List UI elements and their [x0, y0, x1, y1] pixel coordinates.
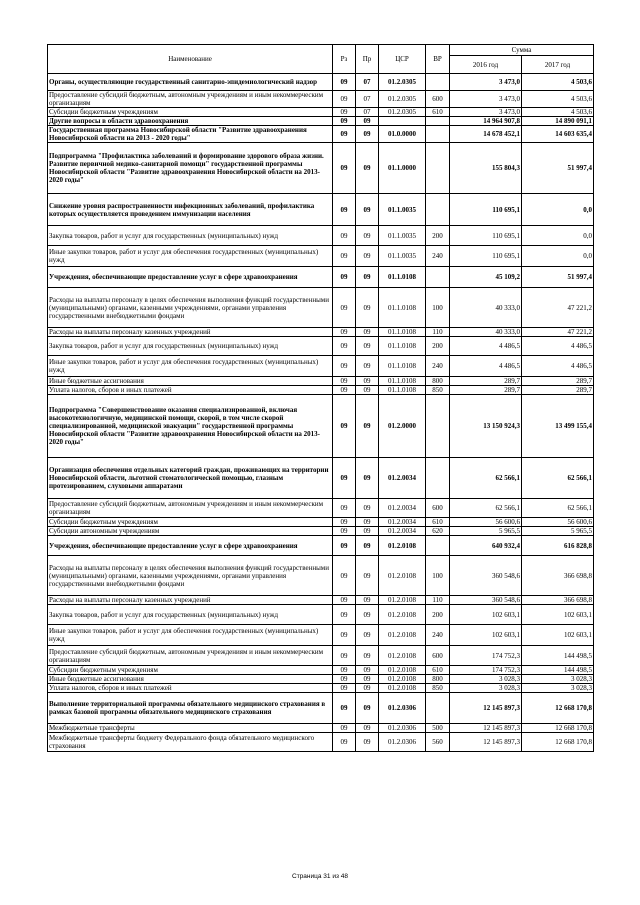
- row-2016: 62 566,1: [450, 458, 522, 499]
- row-2017: 56 600,6: [522, 518, 594, 527]
- row-2016: 102 603,1: [450, 605, 522, 625]
- row-2017: 12 668 170,8: [522, 693, 594, 724]
- row-2017: 13 499 155,4: [522, 395, 594, 458]
- row-rz: 09: [333, 386, 356, 395]
- row-pr: 09: [356, 666, 379, 675]
- header-sum: Сумма: [450, 45, 594, 56]
- row-csr: 01.1.0035: [379, 226, 426, 246]
- row-vr: [426, 395, 450, 458]
- row-rz: 09: [333, 337, 356, 356]
- row-csr: 01.1.0035: [379, 246, 426, 267]
- table-row: [48, 724, 594, 733]
- row-pr: 09: [356, 518, 379, 527]
- row-pr: 09: [356, 693, 379, 724]
- row-csr: 01.2.0108: [379, 556, 426, 596]
- row-vr: 100: [426, 556, 450, 596]
- row-vr: 240: [426, 356, 450, 377]
- row-csr: 01.2.0000: [379, 395, 426, 458]
- table-row: [48, 733, 594, 752]
- row-2016: 3 028,3: [450, 684, 522, 693]
- row-csr: 01.2.0305: [379, 91, 426, 108]
- row-pr: 09: [356, 527, 379, 536]
- row-pr: 09: [356, 267, 379, 288]
- row-rz: 09: [333, 117, 356, 126]
- row-vr: [426, 458, 450, 499]
- row-2017: 616 828,8: [522, 536, 594, 556]
- row-vr: 200: [426, 605, 450, 625]
- row-rz: 09: [333, 733, 356, 752]
- row-csr: 01.1.0108: [379, 377, 426, 386]
- row-2017: 289,7: [522, 386, 594, 395]
- row-rz: 09: [333, 596, 356, 605]
- table-row: [48, 337, 594, 356]
- row-2016: 360 548,6: [450, 556, 522, 596]
- table-row: [48, 518, 594, 527]
- table-row: [48, 356, 594, 377]
- row-name: Закупка товаров, работ и услуг для государственных (муниципальных) нужд: [48, 226, 333, 246]
- row-pr: 07: [356, 108, 379, 117]
- row-csr: 01.1.0108: [379, 328, 426, 337]
- row-2017: 4 486,5: [522, 337, 594, 356]
- row-2017: 4 503,6: [522, 91, 594, 108]
- row-2017: 12 668 170,8: [522, 733, 594, 752]
- budget-table: [47, 44, 594, 752]
- row-name: Выполнение территориальной программы обязательного медицинского страхования в рамках базовой программы обязательного медицинского страхования: [48, 693, 333, 724]
- row-2016: 110 695,1: [450, 194, 522, 226]
- row-vr: 200: [426, 226, 450, 246]
- row-2017: 102 603,1: [522, 625, 594, 646]
- row-2016: 5 965,5: [450, 527, 522, 536]
- table-row: [48, 328, 594, 337]
- row-csr: 01.1.0108: [379, 267, 426, 288]
- row-pr: 09: [356, 288, 379, 328]
- row-csr: 01.1.0108: [379, 288, 426, 328]
- row-2017: 4 486,5: [522, 356, 594, 377]
- row-csr: 01.2.0306: [379, 724, 426, 733]
- table-row: [48, 536, 594, 556]
- row-name: Снижение уровня распространенности инфекционных заболеваний, профилактика которых осуществляется проведением иммунизации населения: [48, 194, 333, 226]
- row-2017: 3 028,3: [522, 675, 594, 684]
- row-2017: 366 698,8: [522, 596, 594, 605]
- row-vr: [426, 117, 450, 126]
- row-name: Иные бюджетные ассигнования: [48, 675, 333, 684]
- row-rz: 09: [333, 693, 356, 724]
- row-rz: 09: [333, 288, 356, 328]
- row-csr: 01.1.0108: [379, 386, 426, 395]
- header-2016: 2016 год: [450, 56, 522, 74]
- row-name: Органы, осуществляющие государственный санитарно-эпидемиологический надзор: [48, 74, 333, 91]
- row-2017: 5 965,5: [522, 527, 594, 536]
- row-rz: 09: [333, 536, 356, 556]
- row-pr: 09: [356, 675, 379, 684]
- table-body: [48, 74, 594, 752]
- row-rz: 09: [333, 646, 356, 666]
- row-vr: 850: [426, 386, 450, 395]
- row-vr: 610: [426, 518, 450, 527]
- row-rz: 09: [333, 377, 356, 386]
- row-pr: 09: [356, 356, 379, 377]
- row-vr: 560: [426, 733, 450, 752]
- row-2016: 4 486,5: [450, 356, 522, 377]
- row-pr: 09: [356, 337, 379, 356]
- row-name: Учреждения, обеспечивающие предоставление услуг в сфере здравоохранения: [48, 267, 333, 288]
- row-vr: 800: [426, 675, 450, 684]
- row-name: Иные закупки товаров, работ и услуг для обеспечения государственных (муниципальных) нужд: [48, 246, 333, 267]
- table-row: [48, 625, 594, 646]
- row-csr: 01.1.0035: [379, 194, 426, 226]
- row-rz: 09: [333, 126, 356, 143]
- row-rz: 09: [333, 194, 356, 226]
- row-name: Закупка товаров, работ и услуг для государственных (муниципальных) нужд: [48, 605, 333, 625]
- row-csr: 01.2.0108: [379, 596, 426, 605]
- table-row: [48, 386, 594, 395]
- row-name: Межбюджетные трансферты бюджету Федерального фонда обязательного медицинского страхования: [48, 733, 333, 752]
- table-row: [48, 226, 594, 246]
- row-2017: 12 668 170,8: [522, 724, 594, 733]
- row-vr: [426, 143, 450, 194]
- row-rz: 09: [333, 74, 356, 91]
- row-2016: 45 109,2: [450, 267, 522, 288]
- row-vr: 600: [426, 499, 450, 518]
- row-rz: 09: [333, 527, 356, 536]
- row-name: Иные закупки товаров, работ и услуг для обеспечения государственных (муниципальных) нужд: [48, 356, 333, 377]
- row-rz: 09: [333, 684, 356, 693]
- row-rz: 09: [333, 108, 356, 117]
- row-pr: 09: [356, 117, 379, 126]
- row-csr: 01.2.0305: [379, 74, 426, 91]
- row-2016: 3 473,0: [450, 74, 522, 91]
- row-2016: 4 486,5: [450, 337, 522, 356]
- row-pr: 09: [356, 596, 379, 605]
- row-2017: 4 503,6: [522, 108, 594, 117]
- row-2016: 174 752,3: [450, 646, 522, 666]
- row-vr: 200: [426, 337, 450, 356]
- row-csr: 01.0.0000: [379, 126, 426, 143]
- row-name: Межбюджетные трансферты: [48, 724, 333, 733]
- row-csr: 01.2.0034: [379, 518, 426, 527]
- row-2016: 289,7: [450, 386, 522, 395]
- row-csr: 01.1.0108: [379, 337, 426, 356]
- table-row: [48, 666, 594, 675]
- row-vr: 620: [426, 527, 450, 536]
- row-rz: 09: [333, 395, 356, 458]
- row-csr: 01.2.0034: [379, 499, 426, 518]
- table-row: [48, 194, 594, 226]
- row-2017: 62 566,1: [522, 458, 594, 499]
- row-csr: 01.2.0306: [379, 693, 426, 724]
- table-row: [48, 675, 594, 684]
- row-2017: 144 498,5: [522, 646, 594, 666]
- row-rz: 09: [333, 267, 356, 288]
- row-2016: 12 145 897,3: [450, 733, 522, 752]
- row-2017: 3 028,3: [522, 684, 594, 693]
- row-vr: 800: [426, 377, 450, 386]
- row-csr: 01.1.0000: [379, 143, 426, 194]
- row-name: Субсидии бюджетным учреждениям: [48, 518, 333, 527]
- table-row: [48, 605, 594, 625]
- row-pr: 09: [356, 646, 379, 666]
- row-2016: 12 145 897,3: [450, 724, 522, 733]
- row-pr: 09: [356, 386, 379, 395]
- table-row: [48, 527, 594, 536]
- row-pr: 09: [356, 395, 379, 458]
- table-row: [48, 246, 594, 267]
- row-2017: 47 221,2: [522, 288, 594, 328]
- row-name: Иные закупки товаров, работ и услуг для обеспечения государственных (муниципальных) нужд: [48, 625, 333, 646]
- row-vr: [426, 267, 450, 288]
- row-name: Уплата налогов, сборов и иных платежей: [48, 684, 333, 693]
- row-pr: 09: [356, 226, 379, 246]
- row-2017: 51 997,4: [522, 267, 594, 288]
- row-2017: 47 221,2: [522, 328, 594, 337]
- row-pr: 09: [356, 733, 379, 752]
- row-name: Государственная программа Новосибирской области "Развитие здравоохранения Новосибирской области на 2013 - 2020 годы": [48, 126, 333, 143]
- row-pr: 09: [356, 499, 379, 518]
- table-row: [48, 556, 594, 596]
- table-row: [48, 395, 594, 458]
- row-rz: 09: [333, 675, 356, 684]
- row-2016: 110 695,1: [450, 246, 522, 267]
- row-name: Уплата налогов, сборов и иных платежей: [48, 386, 333, 395]
- header-vr: ВР: [426, 45, 450, 74]
- row-vr: [426, 194, 450, 226]
- row-2016: 360 548,6: [450, 596, 522, 605]
- table-row: [48, 596, 594, 605]
- row-2017: 102 603,1: [522, 605, 594, 625]
- row-rz: 09: [333, 666, 356, 675]
- row-vr: [426, 126, 450, 143]
- header-rz: Рз: [333, 45, 356, 74]
- row-name: Закупка товаров, работ и услуг для государственных (муниципальных) нужд: [48, 337, 333, 356]
- row-2017: 289,7: [522, 377, 594, 386]
- table-row: [48, 499, 594, 518]
- row-rz: 09: [333, 328, 356, 337]
- table-row: [48, 693, 594, 724]
- row-pr: 09: [356, 536, 379, 556]
- header-pr: Пр: [356, 45, 379, 74]
- row-vr: [426, 536, 450, 556]
- row-csr: 01.2.0108: [379, 646, 426, 666]
- row-name: Расходы на выплаты персоналу казенных учреждений: [48, 596, 333, 605]
- row-vr: 110: [426, 328, 450, 337]
- row-csr: 01.2.0305: [379, 108, 426, 117]
- table-row: [48, 117, 594, 126]
- row-vr: [426, 74, 450, 91]
- row-csr: [379, 117, 426, 126]
- row-csr: 01.2.0034: [379, 458, 426, 499]
- table-row: [48, 377, 594, 386]
- table-row: [48, 91, 594, 108]
- row-2017: 0,0: [522, 226, 594, 246]
- header-name: Наименование: [48, 45, 333, 74]
- row-2016: 14 964 907,8: [450, 117, 522, 126]
- table-row: [48, 126, 594, 143]
- row-2016: 56 600,6: [450, 518, 522, 527]
- row-vr: 240: [426, 625, 450, 646]
- row-csr: 01.2.0108: [379, 675, 426, 684]
- row-pr: 09: [356, 605, 379, 625]
- row-pr: 09: [356, 328, 379, 337]
- row-name: Предоставление субсидий бюджетным, автономным учреждениям и иным некоммерческим организациям: [48, 91, 333, 108]
- row-2017: 4 503,6: [522, 74, 594, 91]
- row-2016: 13 150 924,3: [450, 395, 522, 458]
- header-2017: 2017 год: [522, 56, 594, 74]
- row-rz: 09: [333, 143, 356, 194]
- table-row: [48, 108, 594, 117]
- row-vr: 110: [426, 596, 450, 605]
- row-rz: 09: [333, 246, 356, 267]
- table-row: [48, 288, 594, 328]
- row-name: Предоставление субсидий бюджетным, автономным учреждениям и иным некоммерческим организациям: [48, 499, 333, 518]
- row-pr: 09: [356, 126, 379, 143]
- row-rz: 09: [333, 91, 356, 108]
- row-vr: 850: [426, 684, 450, 693]
- row-2017: 144 498,5: [522, 666, 594, 675]
- row-pr: 09: [356, 724, 379, 733]
- row-2016: 174 752,3: [450, 666, 522, 675]
- row-pr: 09: [356, 377, 379, 386]
- row-csr: 01.2.0034: [379, 527, 426, 536]
- row-vr: 100: [426, 288, 450, 328]
- row-name: Предоставление субсидий бюджетным, автономным учреждениям и иным некоммерческим организациям: [48, 646, 333, 666]
- table-row: [48, 74, 594, 91]
- row-pr: 09: [356, 458, 379, 499]
- row-2017: 14 890 091,1: [522, 117, 594, 126]
- row-name: Подпрограмма "Совершенствование оказания специализированной, включая высокотехнологичную, медицинской помощи, скорой, в том числе скорой специализированной, медицинской эвакуации" государственной программы Новосибирской области "Развитие здравоохранения Новосибирской области на 2013-2020 годы": [48, 395, 333, 458]
- row-2016: 3 028,3: [450, 675, 522, 684]
- row-rz: 09: [333, 518, 356, 527]
- row-rz: 09: [333, 556, 356, 596]
- row-pr: 09: [356, 625, 379, 646]
- row-name: Субсидии автономным учреждениям: [48, 527, 333, 536]
- row-2016: 289,7: [450, 377, 522, 386]
- row-pr: 09: [356, 246, 379, 267]
- page-footer: Страница 31 из 48: [292, 873, 348, 880]
- row-2016: 14 678 452,1: [450, 126, 522, 143]
- header-csr: ЦСР: [379, 45, 426, 74]
- row-2016: 640 932,4: [450, 536, 522, 556]
- row-name: Подпрограмма "Профилактика заболеваний и формирование здорового образа жизни. Развитие первичной медико-санитарной помощи" государственной программы Новосибирской области "Развитие здравоохранения Новосибирской области на 2013-2020 годы": [48, 143, 333, 194]
- row-name: Субсидии бюджетным учреждениям: [48, 108, 333, 117]
- row-name: Субсидии бюджетным учреждениям: [48, 666, 333, 675]
- row-vr: 600: [426, 646, 450, 666]
- row-2016: 102 603,1: [450, 625, 522, 646]
- row-2017: 62 566,1: [522, 499, 594, 518]
- row-name: Учреждения, обеспечивающие предоставление услуг в сфере здравоохранения: [48, 536, 333, 556]
- row-2017: 0,0: [522, 194, 594, 226]
- row-rz: 09: [333, 356, 356, 377]
- row-2017: 14 603 635,4: [522, 126, 594, 143]
- row-csr: 01.2.0108: [379, 666, 426, 675]
- row-csr: 01.2.0108: [379, 625, 426, 646]
- row-name: Другие вопросы в области здравоохранения: [48, 117, 333, 126]
- row-name: Расходы на выплаты персоналу в целях обеспечения выполнения функций государственными (муниципальными) органами, казенными учреждениями, органами управления государственными внебюджетными фондами: [48, 556, 333, 596]
- row-csr: 01.2.0108: [379, 684, 426, 693]
- row-pr: 09: [356, 684, 379, 693]
- row-2016: 3 473,0: [450, 91, 522, 108]
- row-2016: 40 333,0: [450, 328, 522, 337]
- row-2017: 51 997,4: [522, 143, 594, 194]
- row-name: Иные бюджетные ассигнования: [48, 377, 333, 386]
- row-2017: 366 698,8: [522, 556, 594, 596]
- table-row: [48, 267, 594, 288]
- row-vr: 610: [426, 666, 450, 675]
- row-vr: 600: [426, 91, 450, 108]
- table-row: [48, 143, 594, 194]
- row-rz: 09: [333, 605, 356, 625]
- row-rz: 09: [333, 499, 356, 518]
- row-pr: 09: [356, 143, 379, 194]
- row-csr: 01.2.0108: [379, 605, 426, 625]
- row-2016: 12 145 897,3: [450, 693, 522, 724]
- row-csr: 01.2.0306: [379, 733, 426, 752]
- row-2017: 0,0: [522, 246, 594, 267]
- row-rz: 09: [333, 458, 356, 499]
- row-name: Организация обеспечения отдельных категорий граждан, проживающих на территории Новосибирской области, льготной стоматологической помощью, глазным протезированием, слуховыми аппаратами: [48, 458, 333, 499]
- row-csr: 01.1.0108: [379, 356, 426, 377]
- row-pr: 07: [356, 91, 379, 108]
- row-pr: 07: [356, 74, 379, 91]
- table-row: [48, 458, 594, 499]
- table-row: [48, 684, 594, 693]
- row-pr: 09: [356, 194, 379, 226]
- row-vr: 610: [426, 108, 450, 117]
- row-rz: 09: [333, 625, 356, 646]
- row-name: Расходы на выплаты персоналу в целях обеспечения выполнения функций государственными (муниципальными) органами, казенными учреждениями, органами управления государственными внебюджетными фондами: [48, 288, 333, 328]
- row-rz: 09: [333, 724, 356, 733]
- row-vr: 240: [426, 246, 450, 267]
- row-pr: 09: [356, 556, 379, 596]
- row-2016: 62 566,1: [450, 499, 522, 518]
- row-rz: 09: [333, 226, 356, 246]
- row-csr: 01.2.0108: [379, 536, 426, 556]
- row-vr: 500: [426, 724, 450, 733]
- row-2016: 3 473,0: [450, 108, 522, 117]
- row-2016: 110 695,1: [450, 226, 522, 246]
- row-vr: [426, 693, 450, 724]
- row-2016: 155 804,3: [450, 143, 522, 194]
- row-2016: 40 333,0: [450, 288, 522, 328]
- table-row: [48, 646, 594, 666]
- row-name: Расходы на выплаты персоналу казенных учреждений: [48, 328, 333, 337]
